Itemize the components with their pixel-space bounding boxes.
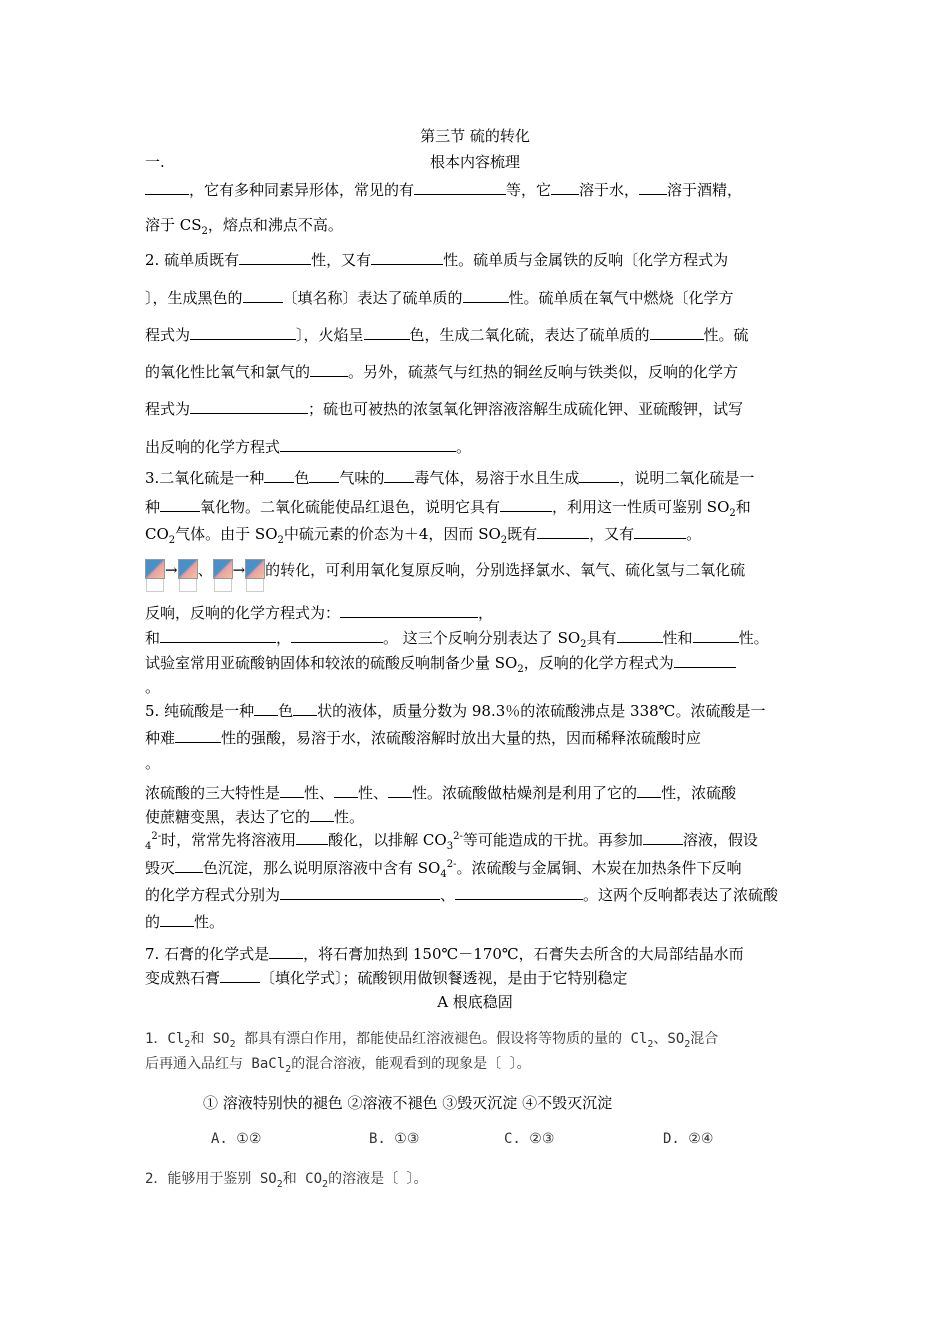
blank	[643, 829, 683, 845]
blank	[280, 782, 304, 798]
blank	[190, 398, 308, 414]
blank	[371, 249, 443, 265]
p7-line1: 浓硫酸的三大特性是 性、 性、 性。浓硫酸做枯燥剂是利用了它的 性，浓硫酸	[145, 784, 737, 802]
blank	[310, 806, 334, 822]
p6-line1: 5. 纯硫酸是一种 色 状的液体，质量分数为 98.3％的浓硫酸沸点是 338℃。浓硫酸是一	[145, 702, 766, 720]
option-a: A. ①②	[211, 1131, 262, 1147]
broken-image-icon	[145, 559, 165, 579]
broken-image-icon	[178, 559, 198, 579]
section-a-title: A 根底稳固	[437, 993, 513, 1011]
question-1-choices: ① 溶液特别快的褪色 ②溶液不褪色 ③毁灭沉淀 ④不毁灭沉淀	[203, 1094, 613, 1112]
blank	[674, 652, 736, 668]
blank	[463, 287, 509, 303]
p6-line3: 。	[145, 754, 161, 772]
question-1-line2: 后再通入品红与 BaCl$_2$的混合溶液，能观看到的现象是〔 〕。	[145, 1056, 531, 1075]
blank	[309, 467, 339, 483]
p9-line2: 变成熟石膏 〔填化学式〕；硫酸钡用做钡餐透视，是由于它特别稳定	[145, 969, 628, 987]
blank	[340, 602, 478, 618]
blank	[269, 943, 303, 959]
blank	[414, 179, 506, 195]
blank	[175, 857, 203, 873]
blank	[190, 324, 296, 340]
p8-line3: 的化学方程式分别为 、 。这两个反响都表达了浓硫酸	[145, 886, 779, 904]
p4-line1: → 、 → 的转化，可利用氧化复原反响，分别选择氯水、氧气、硫化氢与二氧化硫	[145, 559, 745, 580]
blank	[364, 324, 410, 340]
blank	[243, 287, 283, 303]
blank	[239, 249, 311, 265]
section-number: 一.	[145, 153, 165, 171]
blank	[537, 523, 589, 539]
blank	[280, 884, 440, 900]
p9-line1: 7. 石膏的化学式是 ，将石膏加热到 150℃－170℃，石膏失去所含的大局部结晶水而	[145, 945, 744, 963]
blank	[579, 467, 619, 483]
blank	[639, 179, 667, 195]
blank	[384, 467, 414, 483]
p2-line5: 程式为 ；硫也可被热的浓氢氧化钾溶液溶解生成硫化钾、亚硫酸钾，试写	[145, 400, 744, 418]
blank	[160, 496, 200, 512]
option-d: D. ②④	[663, 1131, 714, 1147]
p7-line2: 使蔗糖变黑，表达了它的 性。	[145, 808, 365, 826]
p2-line4: 的氧化性比氧气和氯气的 。另外，硫蒸气与红热的铜丝反响与铁类似，反响的化学方	[145, 363, 739, 381]
p4-line3: 和 ， 。 这三个反响分别表达了 $SO_2$具有 性和 性。	[145, 629, 769, 650]
blank	[160, 627, 276, 643]
blank	[388, 782, 412, 798]
blank	[637, 782, 661, 798]
blank	[693, 627, 739, 643]
broken-image-icon	[245, 559, 265, 579]
p3-line2: 种 氧化物。二氧化硫能使品红退色，说明它具有 ，利用这一性质可鉴别 $SO_2$和	[145, 498, 751, 519]
p8-line2: 毁灭 色沉淀，那么说明原溶液中含有 $SO_4^{2-}$。浓硫酸与金属铜、木炭在加热条件下反响	[145, 859, 742, 880]
blank	[145, 179, 189, 195]
p8-line4: 的 性。	[145, 913, 225, 931]
section-title: 根本内容梳理	[429, 153, 520, 171]
blank	[280, 436, 456, 452]
blank	[310, 361, 348, 377]
blank	[264, 467, 294, 483]
p5-line1: 试验室常用亚硫酸钠固体和较浓的硫酸反响制备少量 $SO_2$，反响的化学方程式为	[145, 652, 736, 673]
p1-line2: 溶于 $CS_2$，熔点和沸点不高。	[145, 216, 343, 237]
blank	[650, 324, 704, 340]
p4-line2: 反响，反响的化学方程式为： ，	[145, 604, 494, 622]
blank	[160, 911, 194, 927]
blank	[617, 627, 663, 643]
page-title: 第三节 硫的转化	[420, 127, 530, 145]
p2-line1: 2. 硫单质既有 性，又有 性。硫单质与金属铁的反响〔化学方程式为	[145, 251, 729, 269]
p3-line3: $CO_2$气体。由于 $SO_2$中硫元素的价态为＋4，因而 $SO_2$既有 ，又有 。	[145, 525, 702, 546]
blank	[254, 700, 278, 716]
p5-line2: 。	[145, 678, 161, 696]
p2-line3: 程式为 〕，火焰呈 色，生成二氧化硫，表达了硫单质的 性。硫	[145, 326, 749, 344]
blank	[455, 884, 583, 900]
blank	[293, 700, 317, 716]
p8-line1: $_4^{2-}$时，常常先将溶液用 酸化，以排解 $CO_3^{2-}$等可能造成的干扰。再参加 溶液，假设	[145, 831, 758, 852]
broken-image-icon	[213, 559, 233, 579]
p2-line2: 〕，生成黑色的 〔填名称〕表达了硫单质的 性。硫单质在氧气中燃烧〔化学方	[145, 289, 734, 307]
blank	[500, 496, 552, 512]
p6-line2: 种难 性的强酸，易溶于水，浓硫酸溶解时放出大量的热，因而稀释浓硫酸时应	[145, 729, 702, 747]
question-2: 2．能够用于鉴别 $SO_2$和 $CO_2$的溶液是〔 〕。	[145, 1171, 428, 1190]
p2-line6: 出反响的化学方程式 。	[145, 438, 472, 456]
p3-line1: 3.二氧化硫是一种 色 气味的 毒气体，易溶于水且生成 ，说明二氧化硫是一	[145, 469, 755, 487]
question-1-line1: 1．$Cl_2$和 $SO_2$ 都具有漂白作用，都能使品红溶液褪色。假设将等物质的量的 $Cl_2$、$SO_2$混合	[145, 1031, 719, 1050]
option-c: C. ②③	[504, 1131, 555, 1147]
blank	[334, 782, 358, 798]
blank	[220, 967, 260, 983]
blank	[296, 829, 328, 845]
option-b: B. ①③	[369, 1131, 420, 1147]
p1-line1: ，它有多种同素异形体，常见的有 等，它 溶于水， 溶于酒精，	[145, 179, 742, 200]
blank	[291, 627, 383, 643]
blank	[634, 523, 686, 539]
blank	[175, 727, 221, 743]
blank	[551, 179, 579, 195]
